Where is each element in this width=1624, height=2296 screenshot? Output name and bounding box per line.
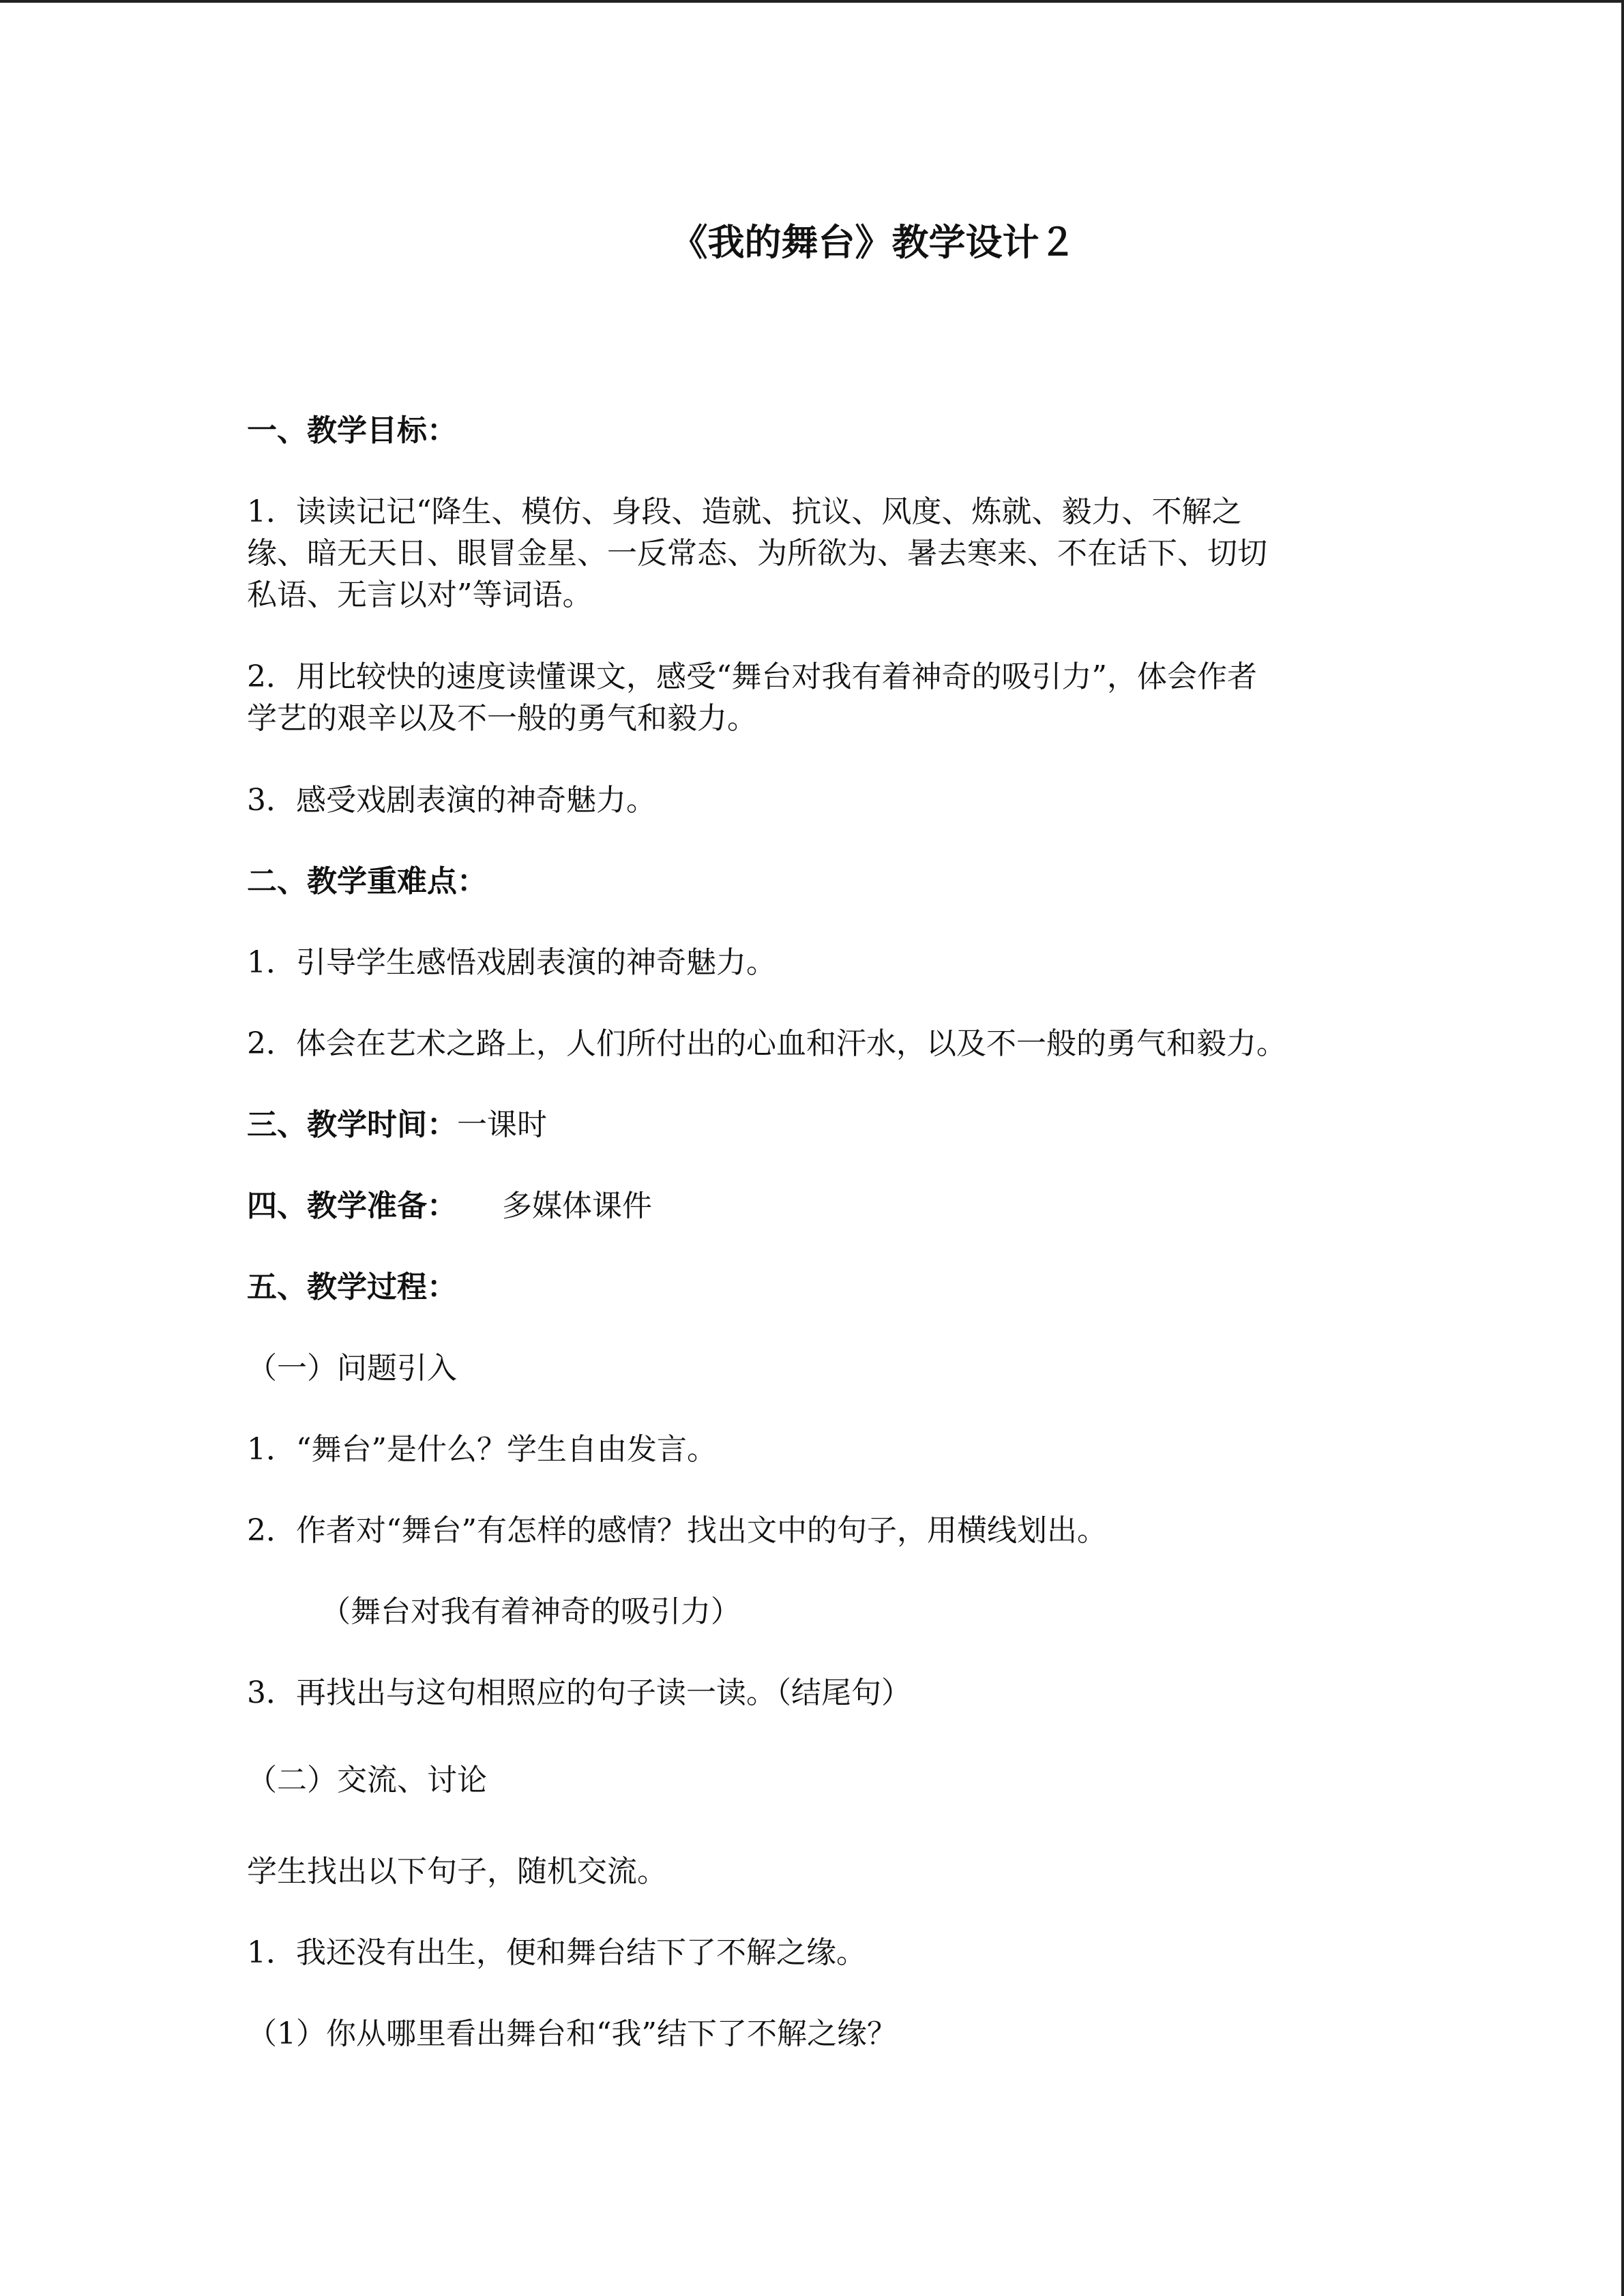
part-2-intro: 学生找出以下句子，随机交流。	[247, 1854, 667, 1889]
section-5-heading: 五、教学过程：	[247, 1270, 457, 1304]
section-2-heading: 二、教学重难点：	[247, 864, 487, 899]
page-right-border	[1621, 0, 1624, 2296]
key-point-2: 2．体会在艺术之路上，人们所付出的心血和汗水，以及不一般的勇气和毅力。	[247, 1026, 1286, 1061]
section-4-row	[247, 1185, 652, 1227]
section-3-row	[247, 1104, 547, 1146]
section-1-heading: 一、教学目标：	[247, 413, 457, 448]
part-1-question-2-answer: （舞台对我有着神奇的吸引力）	[321, 1594, 741, 1629]
teaching-time-value: 一课时	[457, 1107, 547, 1142]
part-2-title: （二）交流、讨论	[247, 1763, 487, 1798]
goal-1-line-3: 私语、无言以对”等词语。	[247, 578, 593, 612]
part-1-question-1: 1．“舞台”是什么？学生自由发言。	[247, 1432, 717, 1467]
goal-2-line-2: 学艺的艰辛以及不一般的勇气和毅力。	[247, 701, 757, 736]
document-title: 《我的舞台》教学设计２	[670, 221, 1076, 264]
part-1-question-3: 3．再找出与这句相照应的句子读一读。（结尾句）	[247, 1675, 911, 1710]
part-2-sentence-1: 1．我还没有出生，便和舞台结下了不解之缘。	[247, 1935, 866, 1970]
goal-1-line-2: 缘、暗无天日、眼冒金星、一反常态、为所欲为、暑去寒来、不在话下、切切	[247, 536, 1267, 571]
part-2-sentence-1-question-1: （1）你从哪里看出舞台和“我”结下了不解之缘？	[247, 2016, 897, 2051]
goal-1-line-1: 1．读读记记“降生、模仿、身段、造就、抗议、风度、炼就、毅力、不解之	[247, 494, 1242, 529]
page-top-border	[0, 0, 1624, 3]
goal-3: 3．感受戏剧表演的神奇魅力。	[247, 783, 656, 818]
teaching-prep-value: 多媒体课件	[502, 1189, 652, 1223]
section-3-heading: 三、教学时间：	[247, 1107, 457, 1142]
section-4-heading: 四、教学准备：	[247, 1189, 457, 1223]
goal-2-line-1: 2．用比较快的速度读懂课文，感受“舞台对我有着神奇的吸引力”，体会作者	[247, 659, 1257, 694]
key-point-1: 1．引导学生感悟戏剧表演的神奇魅力。	[247, 945, 776, 980]
part-1-title: （一）问题引入	[247, 1351, 457, 1386]
part-1-question-2: 2．作者对“舞台”有怎样的感情？找出文中的句子，用横线划出。	[247, 1513, 1107, 1548]
